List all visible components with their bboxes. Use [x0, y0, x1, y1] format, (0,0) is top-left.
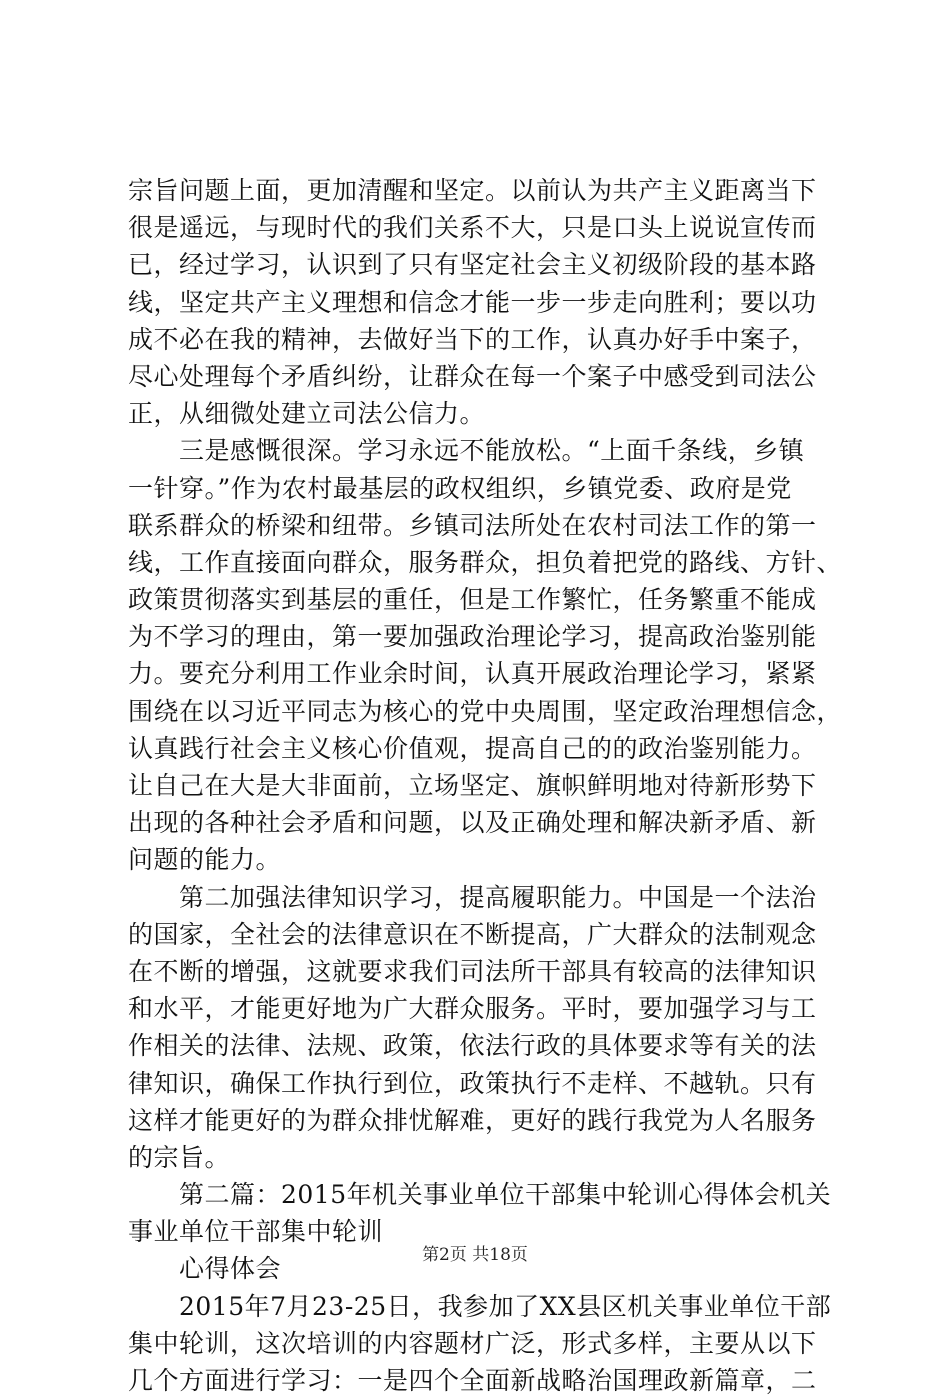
text-line: 联系群众的桥梁和纽带。乡镇司法所处在农村司法工作的第一	[128, 510, 817, 540]
text-line: 的宗旨。	[128, 1142, 231, 1172]
text-line: 2015年7月23-25日，我参加了XX县区机关事业单位干部	[128, 1291, 832, 1321]
text-line: 第二加强法律知识学习，提高履职能力。中国是一个法治	[128, 882, 817, 912]
text-line: 三是感慨很深。学习永远不能放松。“上面千条线，乡镇	[128, 436, 805, 466]
text-line: 这样才能更好的为群众排忧解难，更好的践行我党为人名服务	[128, 1105, 817, 1135]
text-line: 政策贯彻落实到基层的重任，但是工作繁忙，任务繁重不能成	[128, 585, 817, 615]
text-line: 宗旨问题上面，更加清醒和坚定。以前认为共产主义距离当下	[128, 176, 817, 205]
text-line: 和水平，才能更好地为广大群众服务。平时，要加强学习与工	[128, 994, 817, 1024]
text-line: 线，工作直接面向群众，服务群众，担负着把党的路线、方针、	[128, 547, 843, 577]
document-body	[128, 172, 843, 1399]
text-line: 一针穿。”作为农村最基层的政权组织，乡镇党委、政府是党	[128, 473, 792, 503]
text-line: 正，从细微处建立司法公信力。	[128, 399, 486, 429]
text-line: 力。要充分利用工作业余时间，认真开展政治理论学习，紧紧	[128, 659, 817, 689]
text-line: 成不必在我的精神，去做好当下的工作，认真办好手中案子，	[128, 324, 817, 354]
text-line: 心得体会	[128, 1254, 282, 1284]
text-line: 为不学习的理由，第一要加强政治理论学习，提高政治鉴别能	[128, 622, 817, 652]
text-line: 让自己在大是大非面前，立场坚定、旗帜鲜明地对待新形势下	[128, 771, 817, 800]
text-line: 线，坚定共产主义理想和信念才能一步一步走向胜利；要以功	[128, 287, 817, 317]
text-line: 认真践行社会主义核心价值观，提高自己的的政治鉴别能力。	[128, 733, 817, 763]
text-line: 事业单位干部集中轮训	[128, 1217, 384, 1247]
text-line: 围绕在以习近平同志为核心的党中央周围，坚定政治理想信念，	[128, 696, 843, 726]
text-line: 几个方面进行学习：一是四个全面新战略治国理政新篇章，二	[128, 1366, 817, 1395]
text-line: 很是遥远，与现时代的我们关系不大，只是口头上说说宣传而	[128, 213, 817, 243]
text-line: 律知识，确保工作执行到位，政策执行不走样、不越轨。只有	[128, 1068, 817, 1098]
text-line: 问题的能力。	[128, 845, 282, 875]
text-line: 尽心处理每个矛盾纠纷，让群众在每一个案子中感受到司法公	[128, 361, 817, 391]
page-footer: 第2页 共18页	[422, 1245, 528, 1265]
text-line: 的国家，全社会的法律意识在不断提高，广大群众的法制观念	[128, 919, 817, 949]
text-line: 已，经过学习，认识到了只有坚定社会主义初级阶段的基本路	[128, 250, 817, 280]
text-line: 出现的各种社会矛盾和问题，以及正确处理和解决新矛盾、新	[128, 808, 817, 838]
text-line: 第二篇：2015年机关事业单位干部集中轮训心得体会机关	[128, 1180, 832, 1210]
text-line: 作相关的法律、法规、政策，依法行政的具体要求等有关的法	[128, 1031, 817, 1061]
text-line: 集中轮训，这次培训的内容题材广泛，形式多样，主要从以下	[128, 1328, 817, 1358]
text-line: 在不断的增强，这就要求我们司法所干部具有较高的法律知识	[128, 956, 817, 986]
